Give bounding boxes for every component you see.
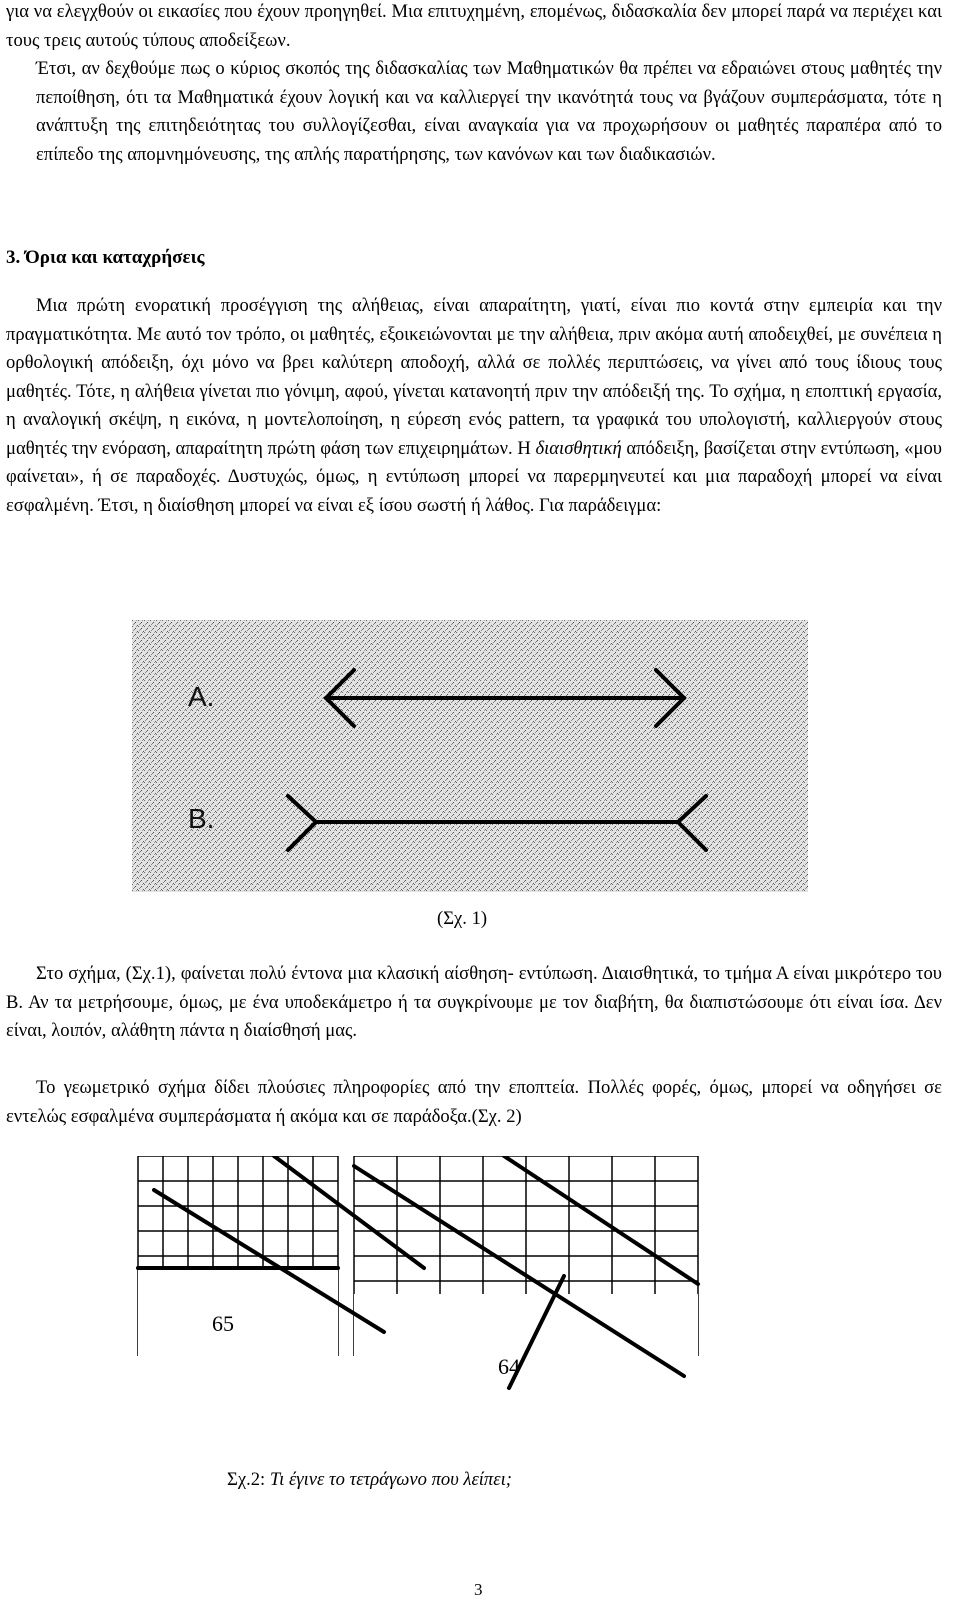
figure-2-caption: [227, 1469, 512, 1491]
figure-2-caption-question: Τι έγινε το τετράγωνο που λείπει;: [269, 1469, 512, 1490]
after-figure-1-paragraph: Στο σχήμα, (Σχ.1), φαίνεται πολύ έντονα μια κλασική αίσθηση- εντύπωση. Διαισθητικά, το τμήμα Α είναι μικρότερο του Β. Αν τα μετρήσουμε, όμως, με ένα υποδεκάμετρο ή τα συγκρίνουμε με τον διαβήτη, θα διαπιστώσουμε ότι είναι ίσα. Δεν είναι, λοιπόν, αλάθητη πάντα η διαίσθησή μας.: [6, 963, 942, 1041]
segment-b-label: B.: [188, 803, 215, 834]
figure-2-caption-prefix: Σχ.2:: [227, 1469, 266, 1490]
intro-paragraph: [6, 0, 942, 169]
right-count-label: 64: [498, 1354, 520, 1379]
section-italic-word: διαισθητική: [535, 437, 622, 459]
section-text-part1: Μια πρώτη ενορατική προσέγγιση της αλήθειας, είναι απαραίτητη, γιατί, είναι πιο κοντά στην εμπειρία και την πραγματικότητα. Με αυτό τον τρόπο, οι μαθητές, εξοικειώνονται με την αλήθεια, πριν ακόμα αυτή αποδειχθεί, με συνέπεια η ορθολογική απόδειξη, όχι μόνο να βρει καλύτερη αποδοχή, αλλά σε πολλές περιπτώσεις, να γίνει από τους ίδιους τους μαθητές. Τότε, η αλήθεια γίνεται πιο γόνιμη, αφού, γίνεται κατανοητή πριν την απόδειξή της. Το σχήμα, η εποπτική εργασία, η αναλογική σκέψη, η εικόνα, η μοντελοποίηση, η εύρεση ενός pattern, τα γραφικά του υπολογιστή, καλλιεργούν στους μαθητές την ενόραση, απαραίτητη πρώτη φάση των επιχειρημάτων. Η: [6, 295, 942, 459]
section-paragraph: [6, 292, 942, 520]
section-heading: 3. Όρια και καταχρήσεις: [6, 247, 205, 268]
intro-body: Έτσι, αν δεχθούμε πως ο κύριος σκοπός της διδασκαλίας των Μαθηματικών θα πρέπει να εδραιώνει στους μαθητές την πεποίθηση, ότι τα Μαθηματικά έχουν λογική και να καλλιεργεί την ικανότητά τους να βγάζουν συμπεράσματα, τότε η ανάπτυξη της επιτηδειότητας του συλλογίζεσθαι, είναι αναγκαία για να προχωρήσουν οι μαθητές παραπέρα από το επίπεδο της απομνημόνευσης, της απλής παρατήρησης, των κανόνων και των διαδικασιών.: [36, 58, 942, 165]
figure-1-caption: (Σχ. 1): [437, 908, 488, 929]
figure-1-illusion: [132, 620, 808, 892]
intro-line: για να ελεγχθούν οι εικασίες που έχουν προηγηθεί. Μια επιτυχημένη, επομένως, διδασκαλία δεν μπορεί παρά να περιέχει και τους τρεις αυτούς τύπους αποδείξεων.: [6, 1, 942, 51]
left-count-label: 65: [212, 1311, 234, 1336]
figure-2-paradox: [124, 1156, 712, 1466]
geometry-paragraph: Το γεωμετρικό σχήμα δίδει πλούσιες πληροφορίες από την εποπτεία. Πολλές φορές, όμως, μπορεί να οδηγήσει σε εντελώς εσφαλμένα συμπεράσματα ή ακόμα και σε παράδοξα.(Σχ. 2): [6, 1077, 942, 1127]
segment-a-label: A.: [188, 681, 215, 712]
page-number: 3: [474, 1580, 483, 1599]
section-text-part2: απόδειξη, βασίζεται στην εντύπωση, «μου φαίνεται», ή σε παραδοχές. Δυστυχώς, όμως, η εντύπωση μπορεί να παρερμηνευτεί και μια παραδοχή μπορεί να είναι εσφαλμένη. Έτσι, η διαίσθηση μπορεί να είναι εξ ίσου σωστή ή λάθος. Για παράδειγμα:: [6, 437, 942, 516]
